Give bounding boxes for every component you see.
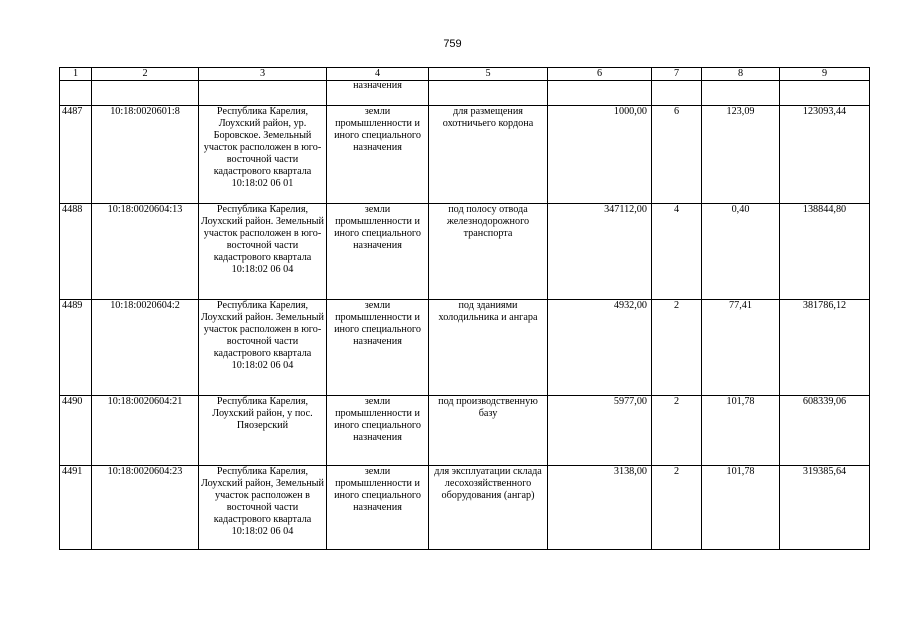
table-cell [199, 81, 327, 106]
cadastral-number: 10:18:0020604:23 [92, 466, 199, 550]
land-category-cell: земли промышленности и иного специального назначения [327, 204, 429, 300]
area-cell: 347112,00 [548, 204, 652, 300]
group-cell: 6 [652, 106, 702, 204]
column-header: 2 [92, 68, 199, 81]
continuation-row [60, 81, 870, 106]
column-header: 3 [199, 68, 327, 81]
rate-cell: 77,41 [702, 300, 780, 396]
area-cell: 4932,00 [548, 300, 652, 396]
column-header: 7 [652, 68, 702, 81]
land-category-cell: земли промышленности и иного специального назначения [327, 300, 429, 396]
row-number: 4489 [60, 300, 92, 396]
rate-cell: 0,40 [702, 204, 780, 300]
group-cell: 2 [652, 466, 702, 550]
purpose-cell: для эксплуатации склада лесохозяйственного оборудования (ангар) [429, 466, 548, 550]
table-cell [652, 81, 702, 106]
purpose-cell: под производственную базу [429, 396, 548, 466]
land-registry-table [59, 67, 870, 550]
area-cell: 1000,00 [548, 106, 652, 204]
table-header-row [60, 68, 870, 81]
rate-cell: 123,09 [702, 106, 780, 204]
column-header: 9 [780, 68, 870, 81]
row-number: 4488 [60, 204, 92, 300]
table-row [60, 204, 870, 300]
column-header: 5 [429, 68, 548, 81]
land-category-cell: земли промышленности и иного специального назначения [327, 466, 429, 550]
table-cell [92, 81, 199, 106]
table-cell [548, 81, 652, 106]
cadastral-number: 10:18:0020604:13 [92, 204, 199, 300]
column-header: 6 [548, 68, 652, 81]
area-cell: 5977,00 [548, 396, 652, 466]
group-cell: 4 [652, 204, 702, 300]
value-cell: 138844,80 [780, 204, 870, 300]
rate-cell: 101,78 [702, 466, 780, 550]
area-cell: 3138,00 [548, 466, 652, 550]
rate-cell: 101,78 [702, 396, 780, 466]
purpose-cell: под зданиями холодильника и ангара [429, 300, 548, 396]
table-row [60, 466, 870, 550]
cadastral-number: 10:18:0020604:2 [92, 300, 199, 396]
table-cell [780, 81, 870, 106]
address-cell: Республика Карелия, Лоухский район. Земельный участок расположен в юго-восточной части кадастрового квартала 10:18:02 06 04 [199, 300, 327, 396]
land-category-cell: земли промышленности и иного специального назначения [327, 106, 429, 204]
table-cell [429, 81, 548, 106]
address-cell: Республика Карелия, Лоухский район, ур. Боровское. Земельный участок расположен в юго-восточной части кадастрового квартала 10:18:02 06 01 [199, 106, 327, 204]
address-cell: Республика Карелия, Лоухский район, у пос. Пяозерский [199, 396, 327, 466]
group-cell: 2 [652, 300, 702, 396]
cadastral-number: 10:18:0020601:8 [92, 106, 199, 204]
row-number: 4490 [60, 396, 92, 466]
value-cell: 319385,64 [780, 466, 870, 550]
column-header: 4 [327, 68, 429, 81]
table-row [60, 300, 870, 396]
table-cell [60, 81, 92, 106]
group-cell: 2 [652, 396, 702, 466]
address-cell: Республика Карелия, Лоухский район. Земельный участок расположен в юго-восточной части кадастрового квартала 10:18:02 06 04 [199, 204, 327, 300]
land-category-cell: земли промышленности и иного специального назначения [327, 396, 429, 466]
purpose-cell: под полосу отвода железнодорожного транспорта [429, 204, 548, 300]
address-cell: Республика Карелия, Лоухский район, Земельный участок расположен в восточной части кадастрового квартала 10:18:02 06 04 [199, 466, 327, 550]
value-cell: 123093,44 [780, 106, 870, 204]
value-cell: 381786,12 [780, 300, 870, 396]
cadastral-number: 10:18:0020604:21 [92, 396, 199, 466]
table-row [60, 106, 870, 204]
column-header: 1 [60, 68, 92, 81]
row-number: 4491 [60, 466, 92, 550]
row-number: 4487 [60, 106, 92, 204]
column-header: 8 [702, 68, 780, 81]
table-cell: назначения [327, 81, 429, 106]
value-cell: 608339,06 [780, 396, 870, 466]
purpose-cell: для размещения охотничьего кордона [429, 106, 548, 204]
page-number: 759 [443, 38, 462, 50]
table-row [60, 396, 870, 466]
table-cell [702, 81, 780, 106]
